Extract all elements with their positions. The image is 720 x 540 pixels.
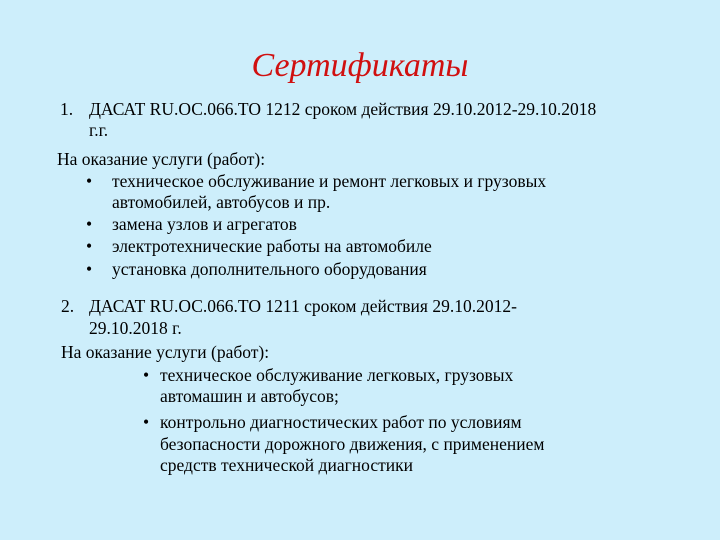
bullet-icon: • — [86, 259, 93, 279]
bullet-icon: • — [143, 365, 150, 385]
cert1-number: 1. — [60, 99, 74, 119]
cert1-item1-line2: автомобилей, автобусов и пр. — [112, 192, 331, 212]
slide-title: Сертификаты — [251, 47, 469, 84]
cert2-item1-line2: автомашин и автобусов; — [160, 386, 339, 406]
cert2-text-line2: 29.10.2018 г. — [89, 318, 182, 338]
cert2-item1-line1: техническое обслуживание легковых, грузовых — [160, 365, 514, 385]
cert1-text-line1: ДАСАТ RU.ОС.066.ТО 1212 сроком действия 29.10.2012-29.10.2018 — [89, 99, 597, 119]
cert1-intro: На оказание услуги (работ): — [57, 149, 266, 169]
bullet-icon: • — [143, 412, 150, 432]
cert2-item2-line1: контрольно диагностических работ по условиям — [160, 412, 522, 432]
cert1-text-line2: г.г. — [89, 120, 109, 140]
cert2-number: 2. — [61, 296, 75, 316]
cert1-item4: установка дополнительного оборудования — [112, 259, 427, 279]
cert1-item2: замена узлов и агрегатов — [112, 214, 297, 234]
cert1-item3: электротехнические работы на автомобиле — [112, 236, 432, 256]
bullet-icon: • — [86, 214, 93, 234]
bullet-icon: • — [86, 171, 93, 191]
cert1-item1-line1: техническое обслуживание и ремонт легковых и грузовых — [112, 171, 547, 191]
bullet-icon: • — [86, 236, 93, 256]
cert2-item2-line3: средств технической диагностики — [160, 455, 413, 475]
cert2-item2-line2: безопасности дорожного движения, с применением — [160, 434, 545, 454]
cert2-intro: На оказание услуги (работ): — [61, 342, 270, 362]
cert2-text-line1: ДАСАТ RU.ОС.066.ТО 1211 сроком действия 29.10.2012- — [89, 296, 517, 316]
